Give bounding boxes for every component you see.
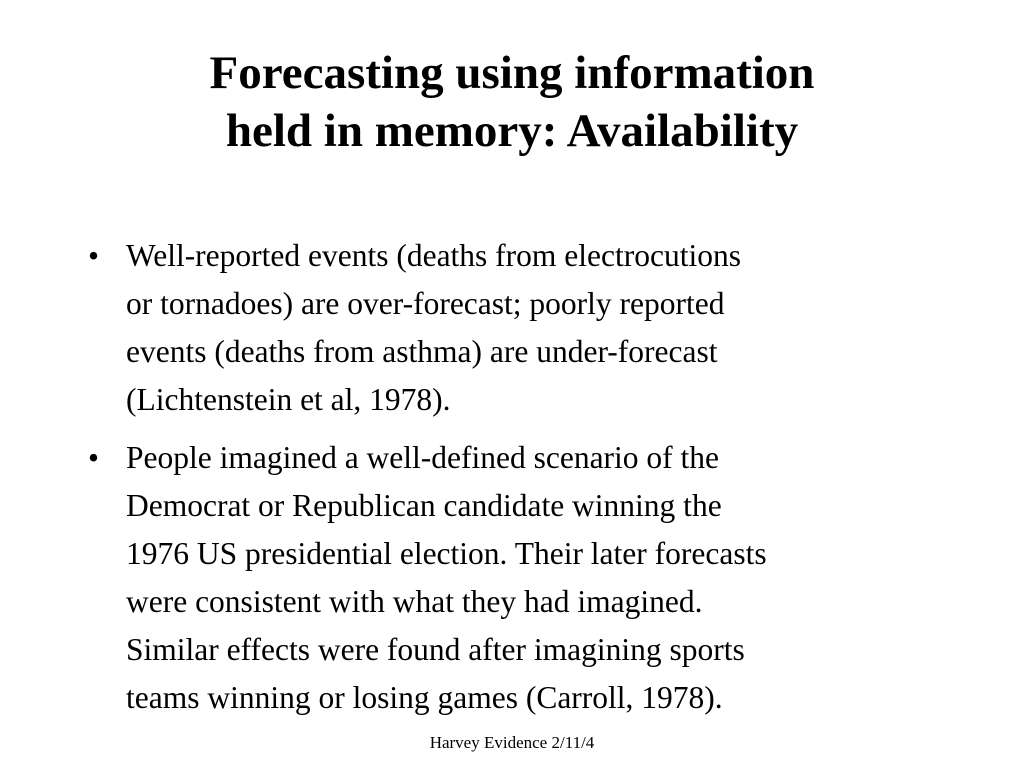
bullet-item-availability-reporting (88, 232, 968, 424)
bullet-marker: • (88, 238, 100, 273)
slide-title (0, 44, 1024, 160)
bullet-text (126, 232, 968, 424)
bullet-line: (Lichtenstein et al, 1978). (126, 382, 451, 417)
bullet-line: 1976 US presidential election. Their later forecasts (126, 536, 767, 571)
bullet-text (126, 434, 968, 722)
bullet-line: or tornadoes) are over-forecast; poorly reported (126, 286, 725, 321)
slide-title-line: held in memory: Availability (225, 105, 799, 157)
slide-footer: Harvey Evidence 2/11/4 (429, 733, 595, 752)
bullet-line: People imagined a well-defined scenario of the (126, 440, 720, 475)
bullet-line: events (deaths from asthma) are under-forecast (126, 334, 718, 369)
bullet-line: Similar effects were found after imagining sports (126, 632, 745, 667)
bullet-line: were consistent with what they had imagined. (126, 584, 703, 619)
bullet-line: Well-reported events (deaths from electrocutions (126, 238, 741, 273)
slide-title-line: Forecasting using information (209, 47, 815, 99)
bullet-list (88, 232, 968, 732)
bullet-line: Democrat or Republican candidate winning the (126, 488, 722, 523)
bullet-item-imagined-scenario (88, 434, 968, 722)
bullet-marker: • (88, 440, 100, 475)
bullet-line: teams winning or losing games (Carroll, 1978). (126, 680, 723, 715)
